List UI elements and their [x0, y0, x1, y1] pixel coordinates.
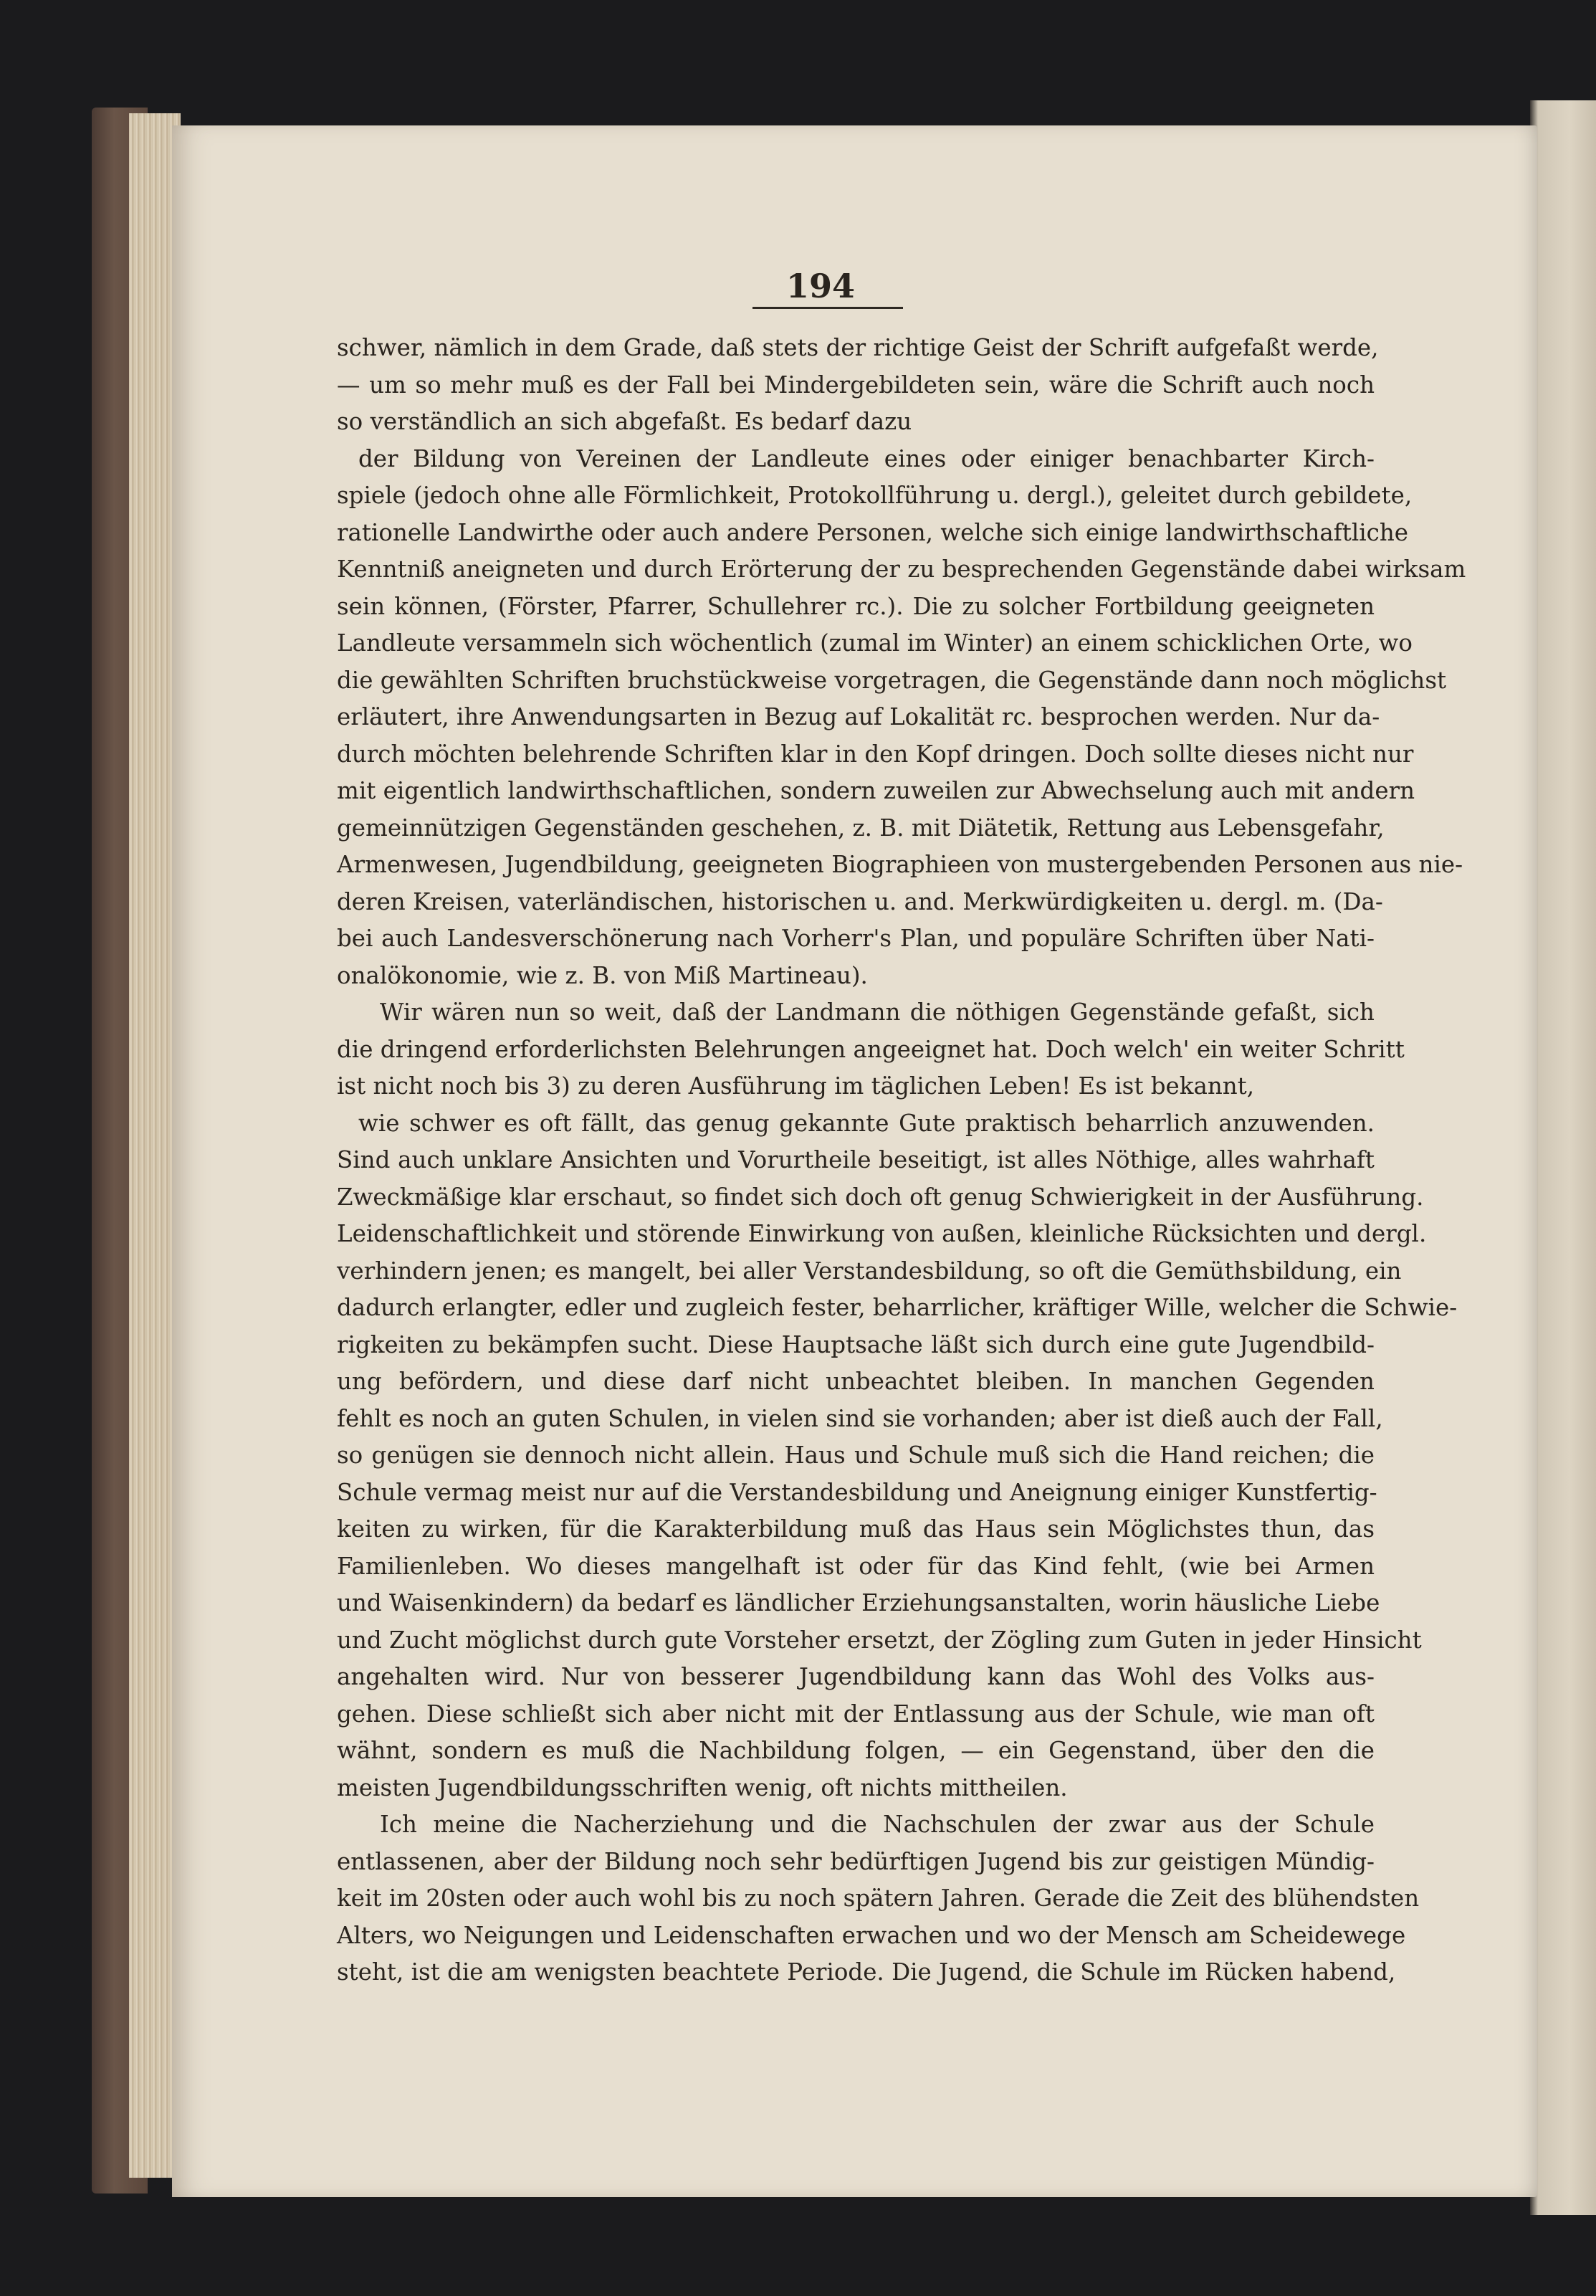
text-line: wie schwer es oft fällt, das genug gekannte Gute praktisch beharrlich anzuwenden.: [358, 1109, 1375, 1137]
page-number: 194: [785, 267, 856, 305]
text-line: Armenwesen, Jugendbildung, geeigneten Biographieen von mustergebenden Personen aus nie-: [337, 851, 1463, 878]
text-line: Schule vermag meist nur auf die Verstandesbildung und Aneignung einiger Kunstfertig-: [337, 1478, 1377, 1506]
text-line: onalökonomie, wie z. B. von Miß Martineau).: [337, 961, 868, 989]
text-line: deren Kreisen, vaterländischen, historischen u. and. Merkwürdigkeiten u. dergl. m. (Da-: [337, 887, 1383, 915]
text-line: — um so mehr muß es der Fall bei Mindergebildeten sein, wäre die Schrift auch noch: [337, 371, 1375, 399]
text-line: spiele (jedoch ohne alle Förmlichkeit, Protokollführung u. dergl.), geleitet durch gebildete,: [337, 482, 1413, 509]
text-line: ist nicht noch bis 3) zu deren Ausführung im täglichen Leben! Es ist bekannt,: [337, 1072, 1255, 1100]
text-line: Zweckmäßige klar erschaut, so findet sich doch oft genug Schwierigkeit in der Ausführung.: [337, 1183, 1424, 1211]
text-line: schwer, nämlich in dem Grade, daß stets der richtige Geist der Schrift aufgefaßt werde,: [337, 334, 1379, 361]
text-line: gehen. Diese schließt sich aber nicht mit der Entlassung aus der Schule, wie man oft: [337, 1700, 1375, 1728]
text-line: der Bildung von Vereinen der Landleute eines oder einiger benachbarter Kirch-: [358, 444, 1375, 472]
text-line: rigkeiten zu bekämpfen sucht. Diese Hauptsache läßt sich durch eine gute Jugendbild-: [337, 1330, 1375, 1358]
text-line: verhindern jenen; es mangelt, bei aller Verstandesbildung, so oft die Gemüthsbildung, ein: [337, 1257, 1402, 1285]
text-line: durch möchten belehrende Schriften klar in den Kopf dringen. Doch sollte dieses nicht nur: [337, 740, 1414, 768]
text-line: erläutert, ihre Anwendungsarten in Bezug auf Lokalität rc. besprochen werden. Nur da-: [337, 703, 1380, 730]
text-line: meisten Jugendbildungsschriften wenig, oft nichts mittheilen.: [337, 1773, 1068, 1801]
text-line: Kenntniß aneigneten und durch Erörterung der zu besprechenden Gegenstände dabei wirksam: [337, 556, 1466, 583]
page-number-rule: [752, 307, 903, 309]
text-line: ung befördern, und diese darf nicht unbeachtet bleiben. In manchen Gegenden: [337, 1368, 1375, 1395]
text-line: mit eigentlich landwirthschaftlichen, sondern zuweilen zur Abwechselung auch mit andern: [337, 777, 1415, 804]
text-line: keiten zu wirken, für die Karakterbildung muß das Haus sein Möglichstes thun, das: [337, 1515, 1375, 1543]
text-line: Alters, wo Neigungen und Leidenschaften erwachen und wo der Mensch am Scheidewege: [337, 1921, 1406, 1949]
text-line: sein können, (Förster, Pfarrer, Schullehrer rc.). Die zu solcher Fortbildung geeigneten: [337, 592, 1375, 620]
text-line: dadurch erlangter, edler und zugleich fester, beharrlicher, kräftiger Wille, welcher die Schwie-: [337, 1294, 1458, 1321]
text-line: Landleute versammeln sich wöchentlich (zumal im Winter) an einem schicklichen Orte, wo: [337, 629, 1413, 657]
text-line: angehalten wird. Nur von besserer Jugendbildung kann das Wohl des Volks aus-: [337, 1663, 1375, 1690]
text-line: Ich meine die Nacherziehung und die Nachschulen der zwar aus der Schule: [380, 1811, 1375, 1838]
text-line: gemeinnützigen Gegenständen geschehen, z. B. mit Diätetik, Rettung aus Lebensgefahr,: [337, 814, 1385, 842]
body-text: [337, 330, 1466, 1991]
text-line: die dringend erforderlichsten Belehrungen angeeignet hat. Doch welch' ein weiter Schritt: [337, 1035, 1405, 1063]
facing-page-edge: [1530, 100, 1596, 2215]
text-line: Sind auch unklare Ansichten und Vorurtheile beseitigt, ist alles Nöthige, alles wahrhaft: [337, 1146, 1375, 1173]
text-line: und Waisenkindern) da bedarf es ländlicher Erziehungsanstalten, worin häusliche Liebe: [337, 1589, 1380, 1616]
text-line: so genügen sie dennoch nicht allein. Haus und Schule muß sich die Hand reichen; die: [337, 1442, 1375, 1469]
text-line: Leidenschaftlichkeit und störende Einwirkung von außen, kleinliche Rücksichten und dergl.: [337, 1220, 1427, 1247]
text-line: rationelle Landwirthe oder auch andere Personen, welche sich einige landwirthschaftliche: [337, 518, 1408, 546]
text-line: entlassenen, aber der Bildung noch sehr bedürftigen Jugend bis zur geistigen Mündig-: [337, 1847, 1375, 1875]
text-line: Familienleben. Wo dieses mangelhaft ist oder für das Kind fehlt, (wie bei Armen: [337, 1552, 1375, 1580]
text-line: Wir wären nun so weit, daß der Landmann die nöthigen Gegenstände gefaßt, sich: [380, 999, 1375, 1026]
text-line: so verständlich an sich abgefaßt. Es bedarf dazu: [337, 408, 912, 435]
text-line: bei auch Landesverschönerung nach Vorherr's Plan, und populäre Schriften über Nati-: [337, 925, 1375, 952]
text-line: die gewählten Schriften bruchstückweise vorgetragen, die Gegenstände dann noch möglichst: [337, 666, 1447, 694]
text-line: und Zucht möglichst durch gute Vorsteher ersetzt, der Zögling zum Guten in jeder Hinsicht: [337, 1626, 1422, 1654]
text-line: wähnt, sondern es muß die Nachbildung folgen, — ein Gegenstand, über den die: [337, 1737, 1375, 1764]
text-line: fehlt es noch an guten Schulen, in vielen sind sie vorhanden; aber ist dieß auch der Fall,: [337, 1404, 1383, 1432]
text-line: steht, ist die am wenigsten beachtete Periode. Die Jugend, die Schule im Rücken habend,: [337, 1958, 1396, 1986]
text-line: keit im 20sten oder auch wohl bis zu noch spätern Jahren. Gerade die Zeit des blühendsten: [337, 1885, 1420, 1912]
